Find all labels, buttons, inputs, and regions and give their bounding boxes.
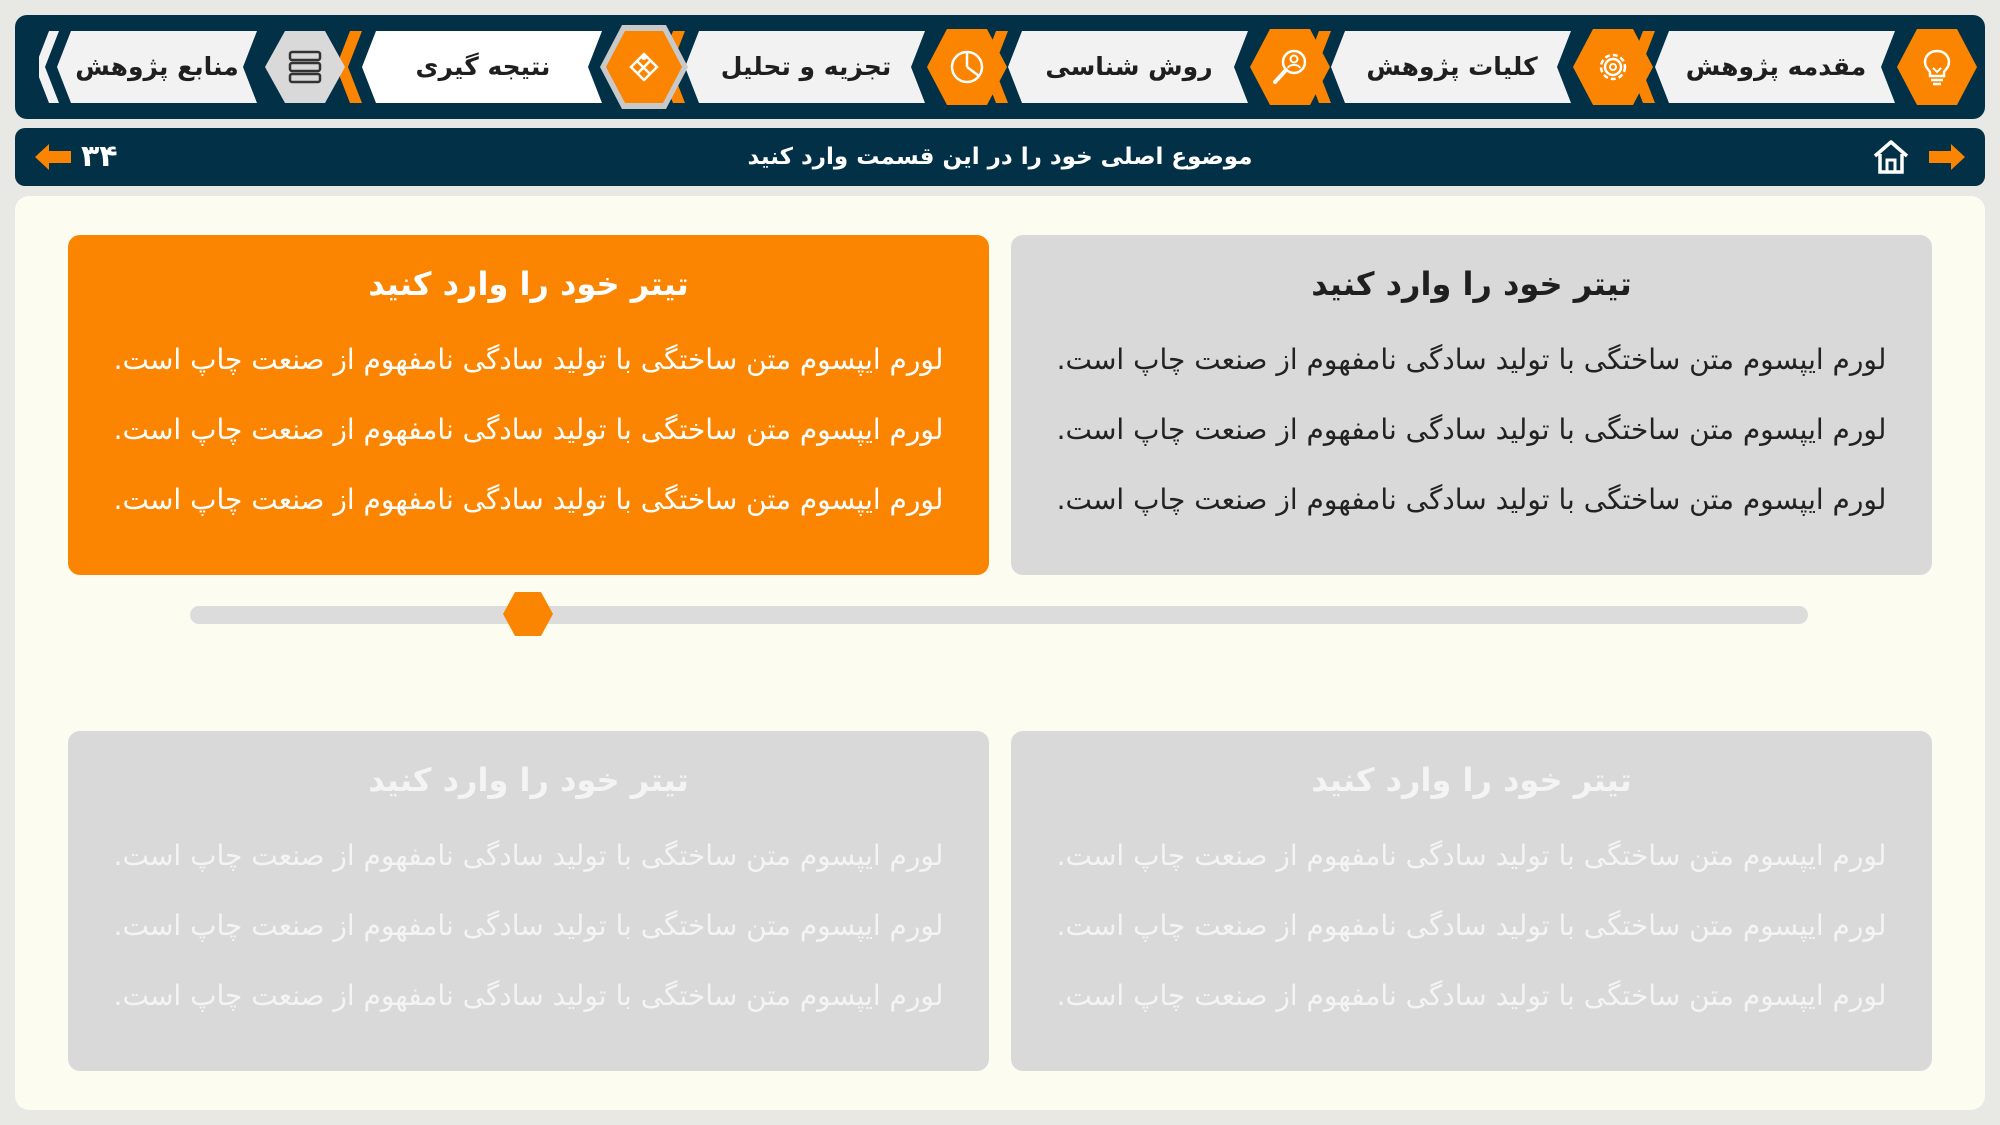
card-title: تیتر خود را وارد کنید bbox=[1311, 265, 1632, 303]
card-text-line: لورم ایپسوم متن ساختگی با تولید سادگی نامفهوم از صنعت چاپ است. bbox=[113, 343, 944, 376]
card-text-line: لورم ایپسوم متن ساختگی با تولید سادگی نامفهوم از صنعت چاپ است. bbox=[1056, 413, 1887, 446]
nav-tab-conclusion[interactable] bbox=[362, 31, 682, 103]
card-text-line: لورم ایپسوم متن ساختگی با تولید سادگی نامفهوم از صنعت چاپ است. bbox=[113, 413, 944, 446]
home-icon[interactable] bbox=[1871, 137, 1911, 177]
pie-chart-icon bbox=[946, 46, 988, 88]
nav-tab-label: تجزیه و تحلیل bbox=[720, 52, 892, 81]
card-text-line: لورم ایپسوم متن ساختگی با تولید سادگی نامفهوم از صنعت چاپ است. bbox=[113, 483, 944, 516]
gear-icon bbox=[1592, 46, 1634, 88]
card-text-line: لورم ایپسوم متن ساختگی با تولید سادگی نامفهوم از صنعت چاپ است. bbox=[1056, 343, 1887, 376]
magnifier-user-icon bbox=[1269, 46, 1311, 88]
nav-icon-hexagon-active bbox=[600, 25, 688, 109]
nav-icon-hexagon-gray bbox=[265, 31, 345, 107]
header-bar bbox=[15, 128, 1985, 186]
forward-arrow-icon[interactable] bbox=[1927, 142, 1967, 172]
card-title: تیتر خود را وارد کنید bbox=[368, 265, 689, 303]
nav-icon-hexagon bbox=[1250, 29, 1330, 105]
nav-icon-hexagon bbox=[1573, 29, 1653, 105]
nav-tab-overview[interactable] bbox=[1331, 31, 1651, 103]
nav-tab-label: نتیجه گیری bbox=[415, 52, 551, 81]
card-text-line: لورم ایپسوم متن ساختگی با تولید سادگی نامفهوم از صنعت چاپ است. bbox=[1056, 979, 1887, 1012]
content-area bbox=[15, 196, 1985, 1110]
puzzle-icon bbox=[623, 46, 665, 88]
lightbulb-icon bbox=[1916, 46, 1958, 88]
nav-tab-label: کلیات پژوهش bbox=[1366, 52, 1538, 81]
card-text-line: لورم ایپسوم متن ساختگی با تولید سادگی نامفهوم از صنعت چاپ است. bbox=[1056, 483, 1887, 516]
page-number: ۳۴ bbox=[81, 139, 118, 174]
card-text-line: لورم ایپسوم متن ساختگی با تولید سادگی نامفهوم از صنعت چاپ است. bbox=[1056, 909, 1887, 942]
card-text-line: لورم ایپسوم متن ساختگی با تولید سادگی نامفهوم از صنعت چاپ است. bbox=[1056, 839, 1887, 872]
nav-tab-methodology[interactable] bbox=[1008, 31, 1328, 103]
card-text-line: لورم ایپسوم متن ساختگی با تولید سادگی نامفهوم از صنعت چاپ است. bbox=[113, 979, 944, 1012]
card-text-line: لورم ایپسوم متن ساختگی با تولید سادگی نامفهوم از صنعت چاپ است. bbox=[113, 839, 944, 872]
nav-icon-hexagon bbox=[1897, 29, 1977, 105]
nav-tab-label: مقدمه پژوهش bbox=[1685, 52, 1867, 81]
content-card-bottom-right[interactable] bbox=[1011, 731, 1932, 1071]
nav-tab-label: منابع پژوهش bbox=[75, 52, 239, 81]
nav-tab-references[interactable] bbox=[57, 31, 357, 103]
card-title: تیتر خود را وارد کنید bbox=[1311, 761, 1632, 799]
card-title: تیتر خود را وارد کنید bbox=[368, 761, 689, 799]
nav-icon-hexagon bbox=[927, 29, 1007, 105]
nav-tab-analysis[interactable] bbox=[685, 31, 1005, 103]
nav-tab-label: روش شناسی bbox=[1045, 52, 1213, 81]
page-title: موضوع اصلی خود را در این قسمت وارد کنید bbox=[747, 144, 1253, 170]
nav-chevron-white bbox=[39, 31, 63, 103]
slider-track[interactable] bbox=[190, 606, 1808, 624]
slider-handle[interactable] bbox=[503, 592, 553, 636]
content-card-bottom-left[interactable] bbox=[68, 731, 989, 1071]
nav-tab-introduction[interactable] bbox=[1655, 31, 1985, 103]
card-text-line: لورم ایپسوم متن ساختگی با تولید سادگی نامفهوم از صنعت چاپ است. bbox=[113, 909, 944, 942]
content-card-top-left[interactable] bbox=[68, 235, 989, 575]
content-card-top-right[interactable] bbox=[1011, 235, 1932, 575]
server-icon bbox=[284, 46, 326, 88]
top-navigation-bar bbox=[15, 15, 1985, 119]
